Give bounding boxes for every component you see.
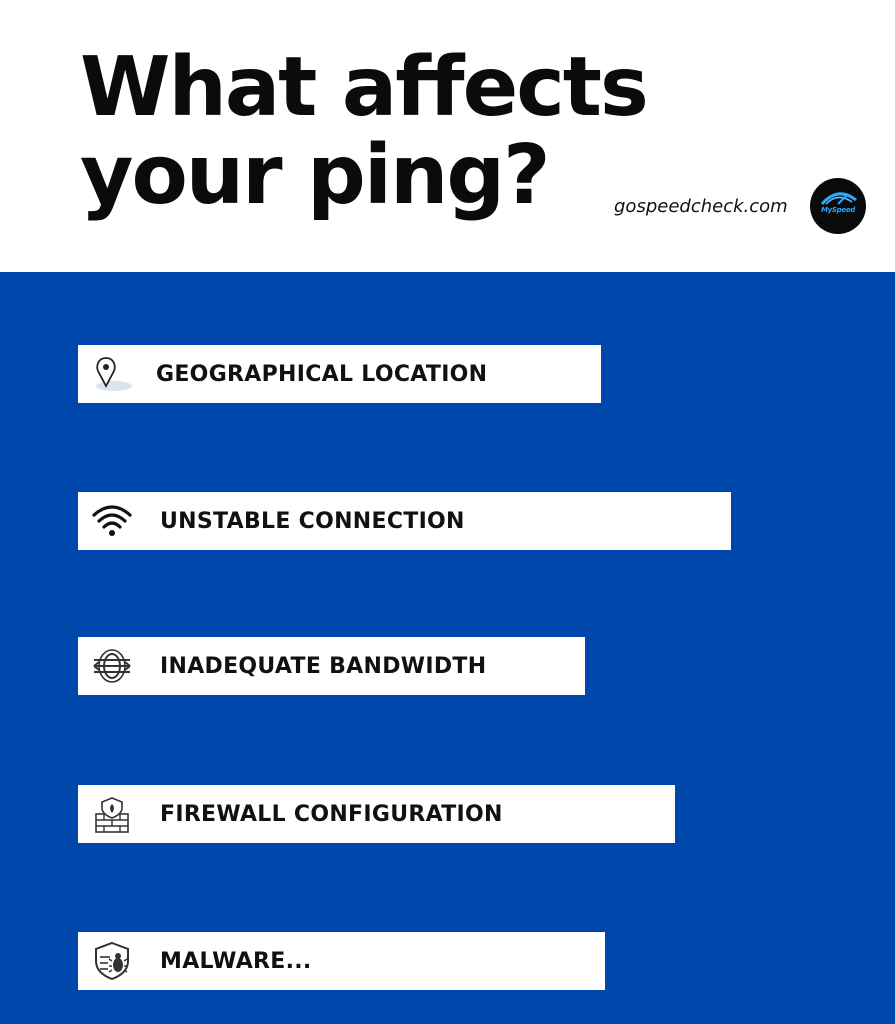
item-label: MALWARE... bbox=[160, 948, 312, 974]
title-line-2: your ping? bbox=[80, 128, 549, 223]
list-item bbox=[78, 345, 601, 403]
header bbox=[0, 0, 895, 272]
site-url: gospeedcheck.com bbox=[614, 196, 788, 217]
list-item bbox=[78, 785, 675, 843]
item-label: UNSTABLE CONNECTION bbox=[160, 508, 465, 534]
item-label: INADEQUATE BANDWIDTH bbox=[160, 653, 487, 679]
page-title bbox=[80, 40, 647, 223]
bandwidth-icon bbox=[88, 646, 136, 686]
wifi-icon bbox=[88, 501, 136, 541]
logo bbox=[810, 178, 866, 234]
item-label: GEOGRAPHICAL LOCATION bbox=[156, 361, 488, 387]
firewall-icon bbox=[88, 794, 136, 834]
list-item bbox=[78, 932, 605, 990]
list-item bbox=[78, 492, 731, 550]
logo-text: MySpeed bbox=[821, 206, 855, 214]
item-label: FIREWALL CONFIGURATION bbox=[160, 801, 503, 827]
list-item bbox=[78, 637, 585, 695]
content-panel bbox=[0, 272, 895, 1024]
location-pin-icon bbox=[88, 354, 136, 394]
malware-shield-icon bbox=[88, 941, 136, 981]
title-line-1: What affects bbox=[80, 40, 647, 135]
